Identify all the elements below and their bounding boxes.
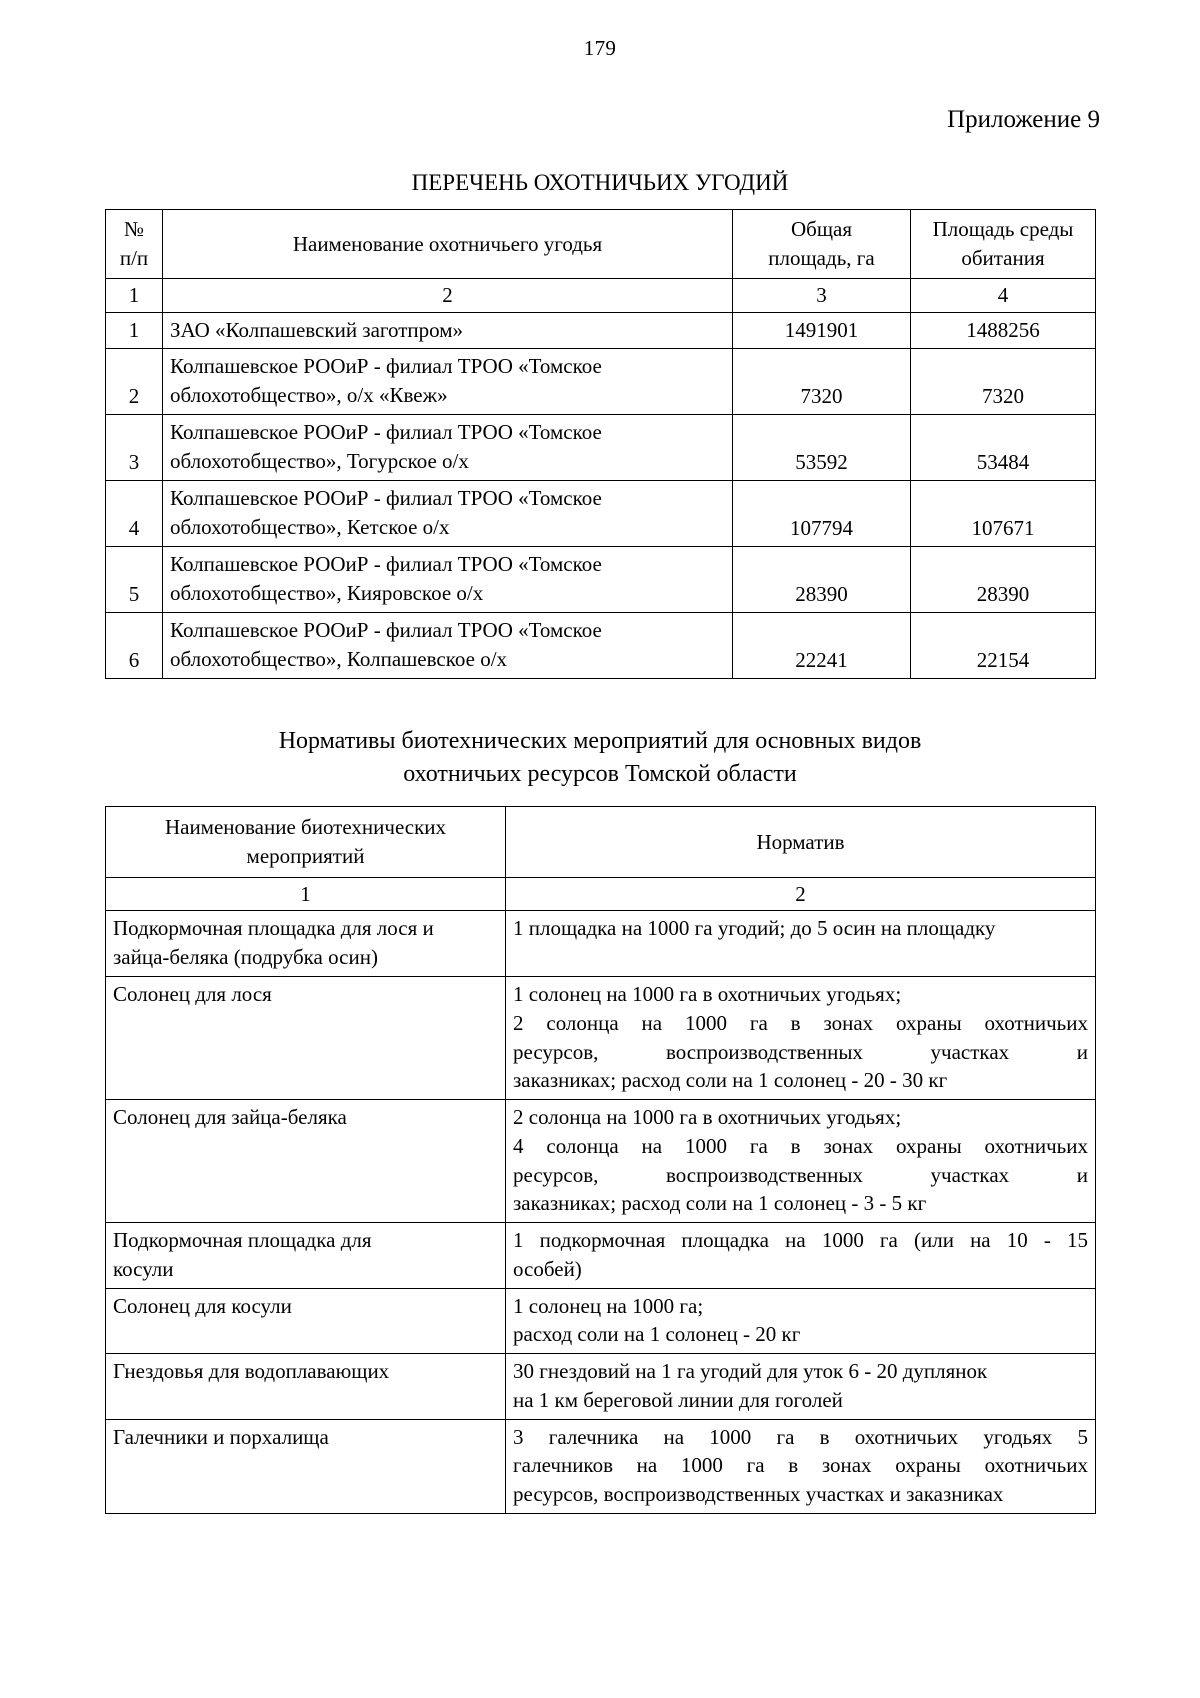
- norm-line: 4 солонца на 1000 га в зонах охраны охотничьих: [513, 1133, 1088, 1158]
- norms-row: [106, 1354, 1096, 1420]
- norm-line: 3 галечника на 1000 га в охотничьих угодьях 5: [513, 1424, 1088, 1449]
- row-number: 5: [106, 547, 163, 613]
- row-ground-name: [163, 547, 733, 613]
- norm-line: ресурсов, воспроизводственных участках и заказниках: [513, 1482, 1004, 1507]
- row-ground-name: [163, 481, 733, 547]
- table-row: [106, 415, 1096, 481]
- measure-line1: Гнездовья для водоплавающих: [113, 1359, 390, 1384]
- norm-line: ресурсов, воспроизводственных участках и: [513, 1162, 1088, 1187]
- norm-line: 1 солонец на 1000 га в охотничьих угодьях;: [513, 981, 902, 1006]
- name-line2: облохотобщество», Кияровское о/х: [170, 581, 484, 606]
- norms-column-number-2: 2: [506, 877, 1096, 911]
- norm-line: ресурсов, воспроизводственных участках и: [513, 1039, 1088, 1064]
- row-number: 2: [106, 349, 163, 415]
- name-line1: ЗАО «Колпашевский заготпром»: [170, 317, 464, 342]
- norm-line: 1 солонец на 1000 га;: [513, 1293, 704, 1318]
- row-measure-name: [106, 1419, 506, 1513]
- row-total-area: 1491901: [733, 312, 911, 349]
- row-ground-name: [163, 613, 733, 679]
- table-row: [106, 312, 1096, 349]
- header-measure-line2: мероприятий: [246, 843, 365, 868]
- name-line2: облохотобщество», Кетское о/х: [170, 515, 450, 540]
- row-total-area: 53592: [733, 415, 911, 481]
- table-one-title: ПЕРЕЧЕНЬ ОХОТНИЧЬИХ УГОДИЙ: [411, 170, 789, 195]
- norm-line: 1 площадка на 1000 га угодий; до 5 осин на площадку: [513, 916, 996, 941]
- name-line2: облохотобщество», о/х «Квеж»: [170, 383, 448, 408]
- table-two-title-line2: охотничьих ресурсов Томской области: [403, 760, 797, 787]
- measure-line1: Галечники и порхалища: [113, 1424, 329, 1449]
- row-habitat-area: 22154: [911, 613, 1096, 679]
- row-measure-name: [106, 1223, 506, 1289]
- norm-line: на 1 км береговой линии для гоголей: [513, 1387, 843, 1412]
- row-ground-name: [163, 415, 733, 481]
- appendix-label: Приложение 9: [947, 106, 1100, 133]
- norms-header-row: [106, 807, 1096, 878]
- norm-line: 30 гнездовий на 1 га угодий для уток 6 - 20 дуплянок: [513, 1359, 988, 1384]
- measure-line1: Солонец для лося: [113, 981, 272, 1006]
- name-line2: облохотобщество», Колпашевское о/х: [170, 647, 508, 672]
- row-total-area: 107794: [733, 481, 911, 547]
- row-norm-value: [506, 976, 1096, 1099]
- row-ground-name: [163, 349, 733, 415]
- header-cell-norm: Норматив: [506, 807, 1096, 878]
- measure-line2: косули: [113, 1256, 174, 1281]
- row-ground-name: [163, 312, 733, 349]
- norm-line: 2 солонца на 1000 га в зонах охраны охотничьих: [513, 1010, 1088, 1035]
- row-number: 4: [106, 481, 163, 547]
- row-habitat-area: 1488256: [911, 312, 1096, 349]
- column-numbering-row: [106, 278, 1096, 312]
- name-line1: Колпашевское РООиР - филиал ТРОО «Томское: [170, 552, 602, 577]
- name-line1: Колпашевское РООиР - филиал ТРОО «Томское: [170, 618, 602, 643]
- table-two-title: [0, 679, 1200, 806]
- measure-line1: Солонец для косули: [113, 1293, 292, 1318]
- norms-column-number-1: 1: [106, 877, 506, 911]
- row-total-area: 7320: [733, 349, 911, 415]
- row-habitat-area: 53484: [911, 415, 1096, 481]
- header-total-line2: площадь, га: [768, 246, 875, 271]
- norms-row: [106, 911, 1096, 977]
- hunting-grounds-table: [105, 209, 1096, 679]
- biotech-norms-table: [105, 806, 1096, 1514]
- name-line1: Колпашевское РООиР - филиал ТРОО «Томское: [170, 420, 602, 445]
- norm-line: галечников на 1000 га в зонах охраны охотничьих: [513, 1453, 1088, 1478]
- row-total-area: 22241: [733, 613, 911, 679]
- name-line1: Колпашевское РООиР - филиал ТРОО «Томское: [170, 354, 602, 379]
- header-cell-number: [106, 210, 163, 279]
- row-measure-name: [106, 976, 506, 1099]
- header-cell-habitat-area: [911, 210, 1096, 279]
- name-line2: облохотобщество», Тогурское о/х: [170, 449, 469, 474]
- measure-line1: Подкормочная площадка для лося и: [113, 916, 434, 941]
- row-number: 1: [106, 312, 163, 349]
- norms-row: [106, 976, 1096, 1099]
- measure-line1: Солонец для зайца-беляка: [113, 1105, 347, 1130]
- column-number-3: 3: [733, 278, 911, 312]
- measure-line2: зайца-беляка (подрубка осин): [113, 945, 378, 970]
- table-row: [106, 613, 1096, 679]
- norms-row: [106, 1288, 1096, 1354]
- norms-row: [106, 1100, 1096, 1223]
- row-measure-name: [106, 1354, 506, 1420]
- name-line1: Колпашевское РООиР - филиал ТРОО «Томское: [170, 486, 602, 511]
- table-row: [106, 481, 1096, 547]
- row-norm-value: [506, 1354, 1096, 1420]
- row-measure-name: [106, 1100, 506, 1223]
- norm-line: особей): [513, 1256, 582, 1281]
- header-habitat-line2: обитания: [961, 246, 1045, 271]
- row-norm-value: [506, 1419, 1096, 1513]
- header-habitat-line1: Площадь среды: [932, 217, 1074, 242]
- row-total-area: 28390: [733, 547, 911, 613]
- measure-line1: Подкормочная площадка для: [113, 1228, 372, 1253]
- table-header-row: [106, 210, 1096, 279]
- row-number: 3: [106, 415, 163, 481]
- norms-row: [106, 1223, 1096, 1289]
- table-two-title-line1: Нормативы биотехнических мероприятий для основных видов: [278, 728, 922, 755]
- table-row: [106, 547, 1096, 613]
- row-measure-name: [106, 1288, 506, 1354]
- row-measure-name: [106, 911, 506, 977]
- column-number-4: 4: [911, 278, 1096, 312]
- norm-line: 1 подкормочная площадка на 1000 га (или на 10 - 15: [513, 1228, 1088, 1253]
- norm-line: 2 солонца на 1000 га в охотничьих угодьях;: [513, 1105, 902, 1130]
- table-row: [106, 349, 1096, 415]
- column-number-2: 2: [163, 278, 733, 312]
- row-habitat-area: 7320: [911, 349, 1096, 415]
- header-measure-line1: Наименование биотехнических: [164, 815, 447, 840]
- row-norm-value: [506, 1288, 1096, 1354]
- row-norm-value: [506, 911, 1096, 977]
- norm-line: заказниках; расход соли на 1 солонец - 20 - 30 кг: [513, 1068, 948, 1093]
- header-number-line1: №: [123, 217, 145, 242]
- header-cell-measure: [106, 807, 506, 878]
- header-number-line2: п/п: [119, 246, 149, 271]
- norms-row: [106, 1419, 1096, 1513]
- page-number: 179: [583, 36, 617, 60]
- row-habitat-area: 107671: [911, 481, 1096, 547]
- column-number-1: 1: [106, 278, 163, 312]
- norm-line: расход соли на 1 солонец - 20 кг: [513, 1322, 801, 1347]
- header-cell-total-area: [733, 210, 911, 279]
- norms-column-numbering-row: [106, 877, 1096, 911]
- row-norm-value: [506, 1100, 1096, 1223]
- header-cell-name: Наименование охотничьего угодья: [163, 210, 733, 279]
- row-norm-value: [506, 1223, 1096, 1289]
- row-number: 6: [106, 613, 163, 679]
- header-total-line1: Общая: [790, 217, 852, 242]
- norm-line: заказниках; расход соли на 1 солонец - 3 - 5 кг: [513, 1191, 927, 1216]
- row-habitat-area: 28390: [911, 547, 1096, 613]
